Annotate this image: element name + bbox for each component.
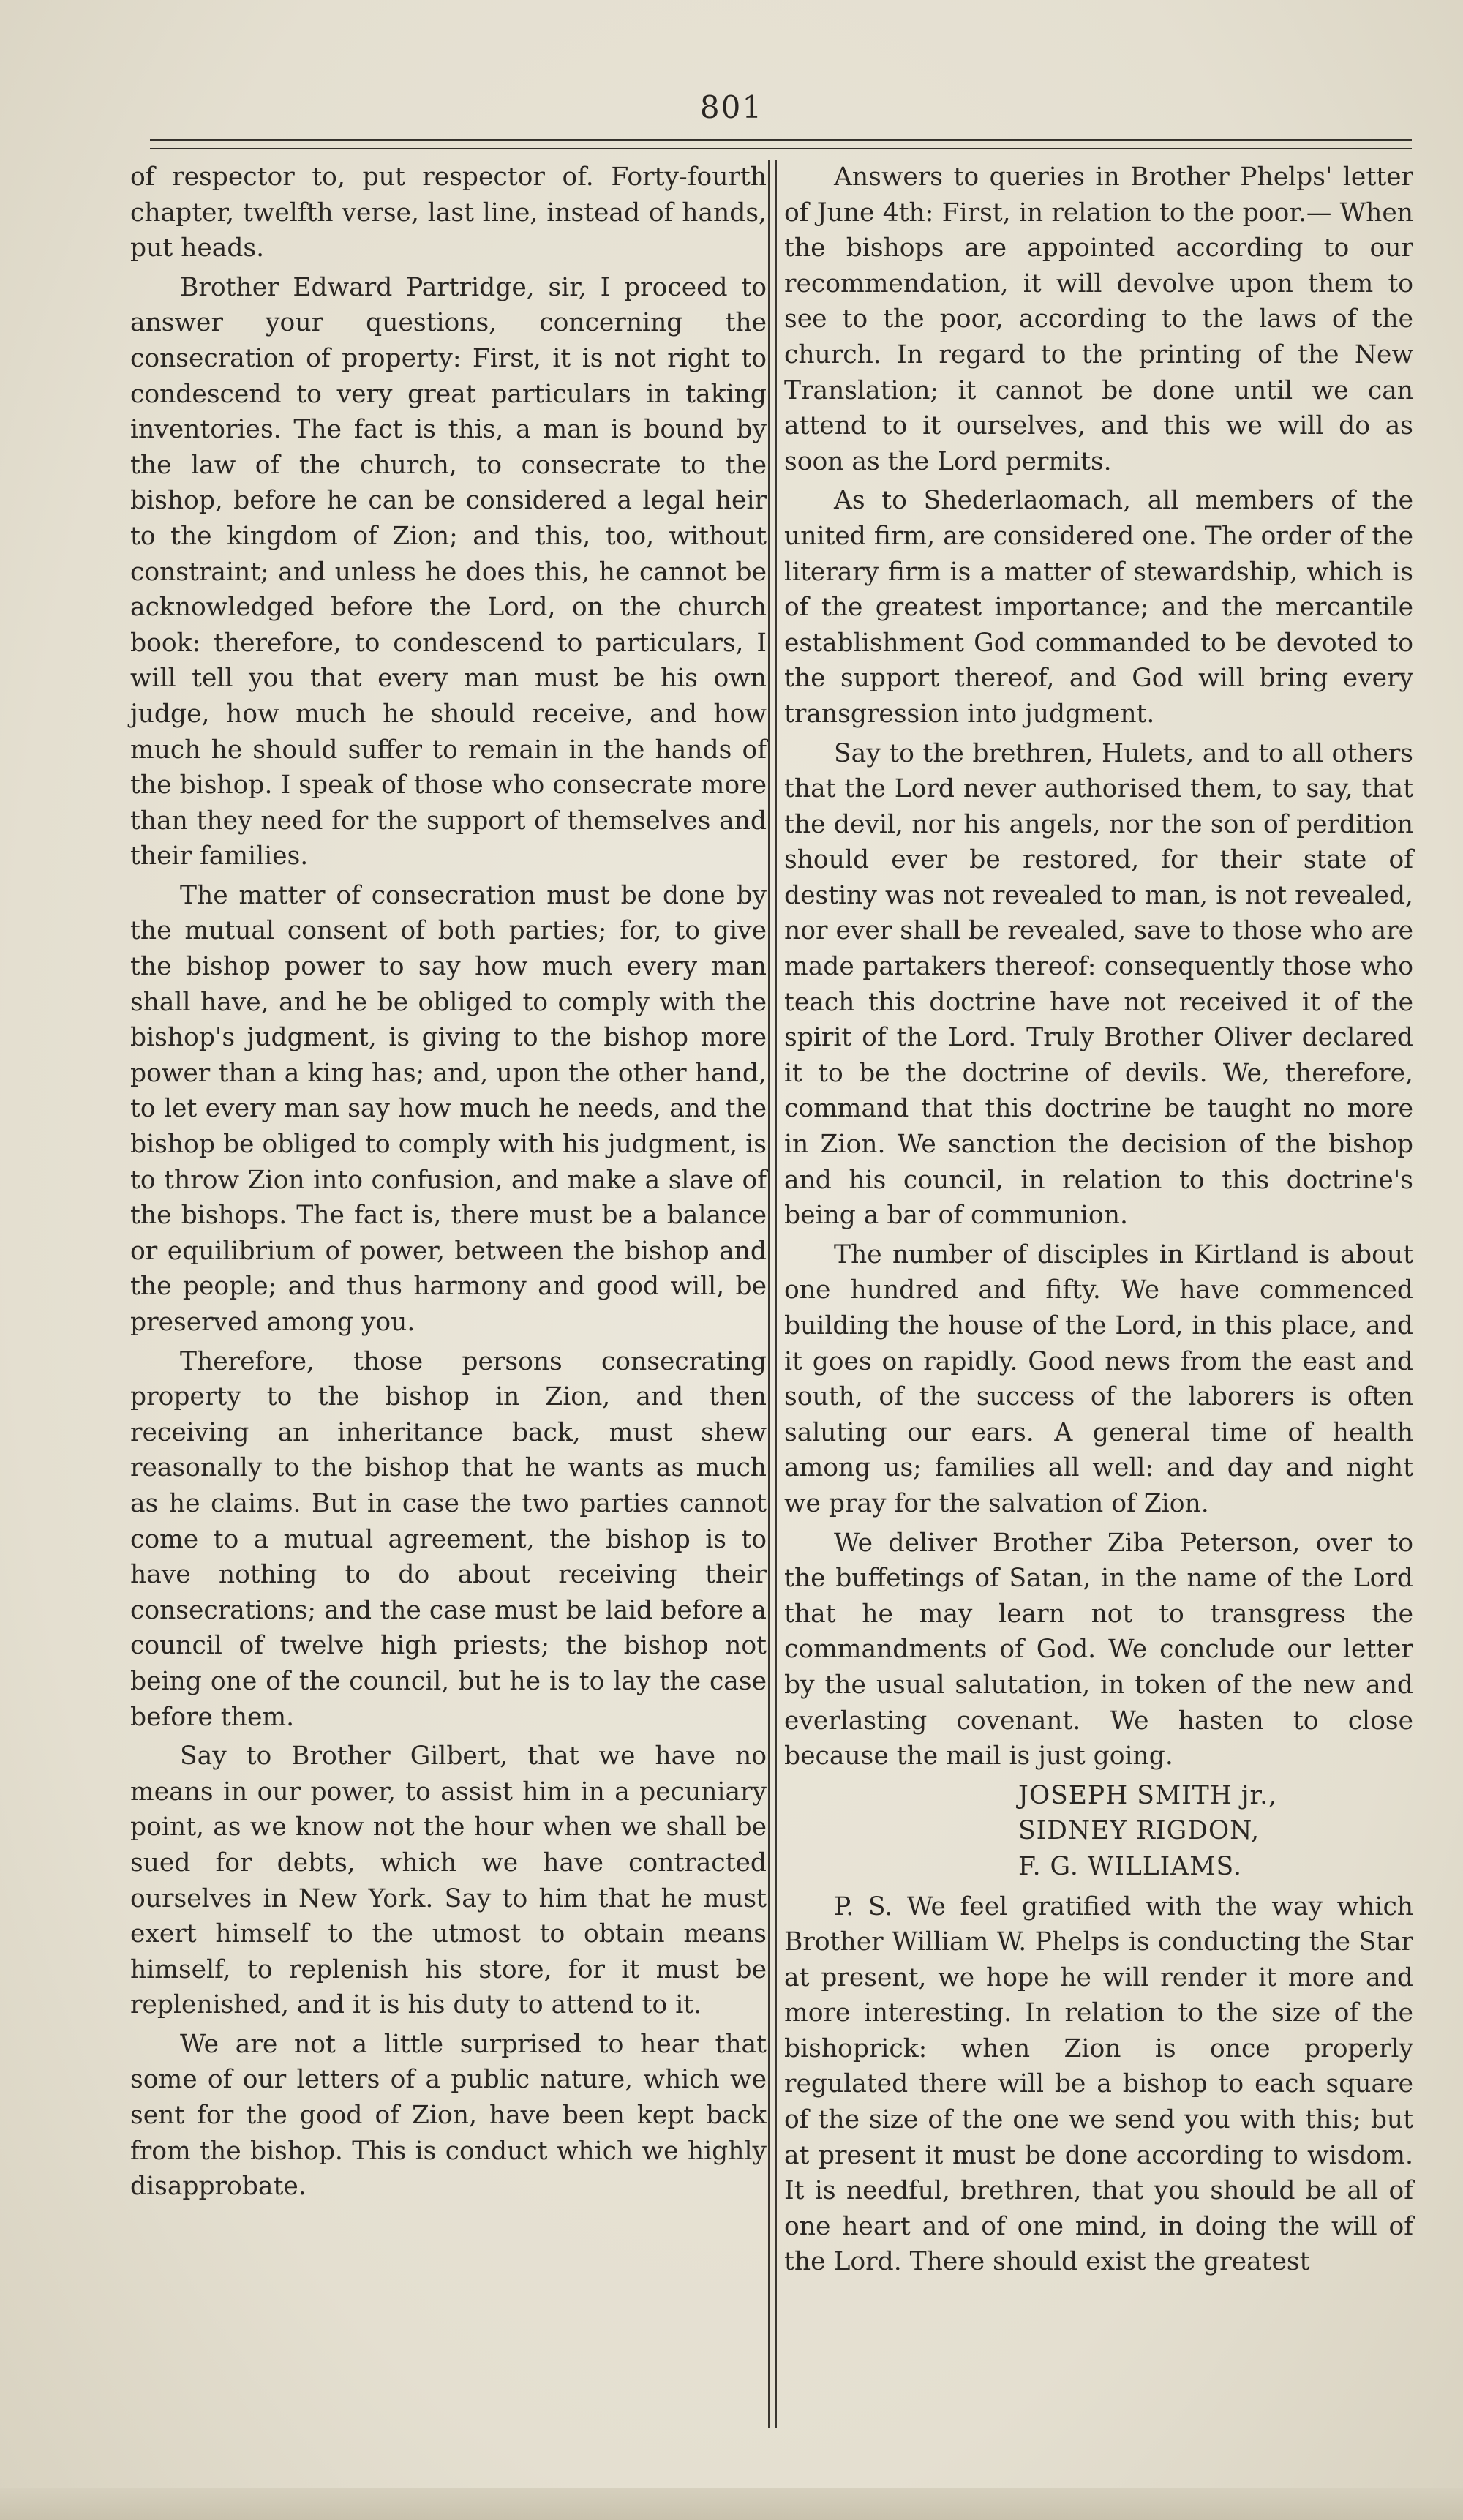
paragraph: Say to the brethren, Hulets, and to all others that the Lord never authorised them, to say, that the devil, nor his angels, nor the son of perdition should ever be restored, for their state of destiny was not revealed to man, is not revealed, nor ever shall be revealed, save to those who are made partakers thereof: consequently those who teach this doctrine have not received it of the spirit of the Lord. Truly Brother Oliver declared it to be the doctrine of devils. We, therefore, command that this doctrine be taught no more in Zion. We sanction the decision of the bishop and his council, in relation to this doctrine's being a bar of communion.: [784, 738, 1413, 1231]
header-rule: [150, 139, 1412, 141]
signature-line: JOSEPH SMITH jr.,: [1018, 1780, 1278, 1810]
signature-line: F. G. WILLIAMS.: [1018, 1851, 1242, 1881]
paragraph: We are not a little surprised to hear that some of our letters of a public nature, which we sent for the good of Zion, have been kept back from the bishop. This is conduct which we highly disapprobate.: [130, 2029, 767, 2202]
left-column: [130, 160, 767, 2208]
page-bottom-edge: [0, 2488, 1463, 2520]
paragraph: Answers to queries in Brother Phelps' letter of June 4th: First, in relation to the poor.— When the bishops are appointed according to our recommendation, it will devolve upon them to see to the poor, according to the laws of the church. In regard to the printing of the New Translation; it cannot be done until we can attend to it ourselves, and this we will do as soon as the Lord permits.: [784, 162, 1413, 476]
column-divider: [768, 160, 770, 2428]
postscript: P. S. We feel gratified with the way which Brother William W. Phelps is conducting the Star at present, we hope he will render it more and more interesting. In relation to the size of the bishoprick: when Zion is once properly regulated there will be a bishop to each square of the size of the one we send you with this; but at present it must be done according to wisdom. It is needful, brethren, that you should be all of one heart and of one mind, in doing the will of the Lord. There should exist the greatest: [784, 1891, 1413, 2277]
paragraph: Therefore, those persons consecrating property to the bishop in Zion, and then receiving an inheritance back, must shew reasonally to the bishop that he wants as much as he claims. But in case the two parties cannot come to a mutual agreement, the bishop is to have nothing to do about receiving their consecrations; and the case must be laid before a council of twelve high priests; the bishop not being one of the council, but he is to lay the case before them.: [130, 1346, 767, 1732]
paragraph: The number of disciples in Kirtland is about one hundred and fifty. We have commenced building the house of the Lord, in this place, and it goes on rapidly. Good news from the east and south, of the success of the laborers is often saluting our ears. A general time of health among us; families all well: and day and night we pray for the salvation of Zion.: [784, 1240, 1413, 1518]
paragraph: of respector to, put respector of. Forty-fourth chapter, twelfth verse, last line, instead of hands, put heads.: [130, 162, 767, 263]
paragraph: Say to Brother Gilbert, that we have no means in our power, to assist him in a pecuniary point, as we know not the hour when we shall be sued for debts, which we have contracted ourselves in New York. Say to him that he must exert himself to the utmost to obtain means himself, to replenish his store, for it must be replenished, and it is his duty to attend to it.: [130, 1741, 767, 2020]
signature-block: [784, 1778, 1413, 1885]
header-rule-secondary: [150, 148, 1412, 149]
signature-line: SIDNEY RIGDON,: [1018, 1816, 1260, 1846]
paragraph: Brother Edward Partridge, sir, I proceed to answer your questions, concerning the consecration of property: First, it is not right to condescend to very great particulars in taking inventories. The fact is this, a man is bound by the law of the church, to consecrate to the bishop, before he can be considered a legal heir to the kingdom of Zion; and this, too, without constraint; and unless he does this, he cannot be acknowledged before the Lord, on the church book: therefore, to condescend to particulars, I will tell you that every man must be his own judge, how much he should receive, and how much he should suffer to remain in the hands of the bishop. I speak of those who consecrate more than they need for the support of themselves and their families.: [130, 272, 767, 871]
paragraph: As to Shederlaomach, all members of the united firm, are considered one. The order of the literary firm is a matter of stewardship, which is of the greatest importance; and the mercantile establishment God commanded to be devoted to the support thereof, and God will bring every transgression into judgment.: [784, 486, 1413, 729]
paragraph: We deliver Brother Ziba Peterson, over to the buffetings of Satan, in the name of the Lord that he may learn not to transgress the commandments of God. We conclude our letter by the usual salutation, in token of the new and everlasting covenant. We hasten to close because the mail is just going.: [784, 1528, 1413, 1771]
paragraph: The matter of consecration must be done by the mutual consent of both parties; for, to give the bishop power to say how much every man shall have, and he be obliged to comply with the bishop's judgment, is giving to the bishop more power than a king has; and, upon the other hand, to let every man say how much he needs, and the bishop be obliged to comply with his judgment, is to throw Zion into confusion, and make a slave of the bishops. The fact is, there must be a balance or equilibrium of power, between the bishop and the people; and thus harmony and good will, be preserved among you.: [130, 880, 767, 1337]
page-number: 801: [699, 89, 764, 125]
right-column: [784, 160, 1413, 2284]
column-divider: [775, 160, 777, 2428]
